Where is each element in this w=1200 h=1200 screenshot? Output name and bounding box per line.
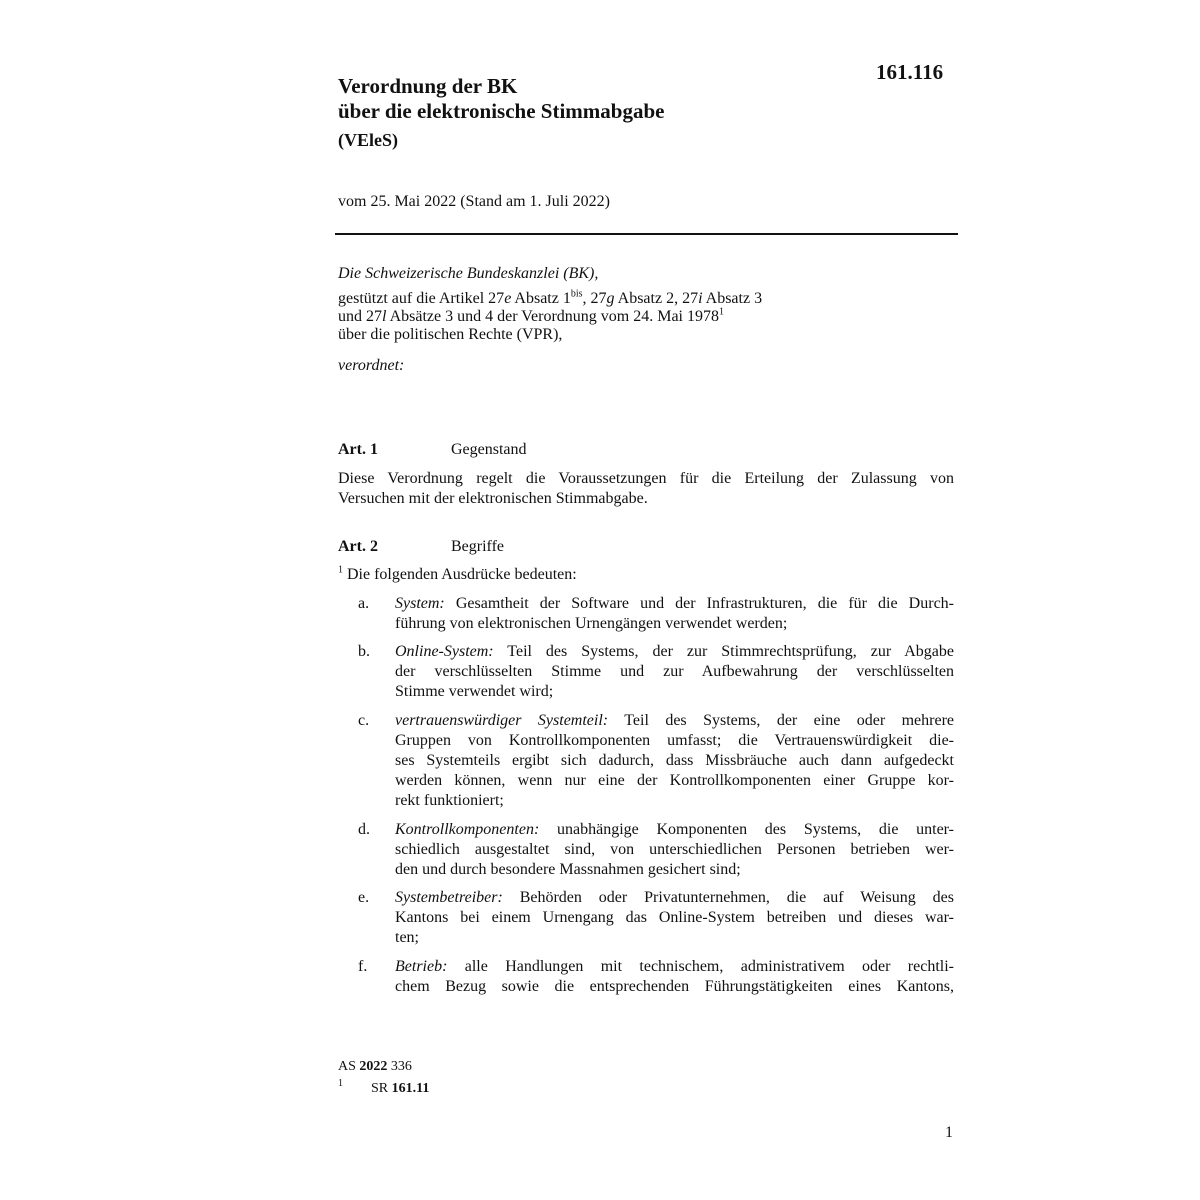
title-line-2: über die elektronische Stimmabgabe (338, 99, 665, 123)
preamble-verordnet: verordnet: (338, 357, 405, 374)
document-abbreviation: (VEleS) (338, 130, 398, 150)
art2-intro: $^1$ Die folgenden Ausdrücke bedeuten: (338, 564, 577, 583)
footnote-reference[interactable]: 1 (719, 306, 724, 318)
header-divider (335, 233, 958, 235)
basis-line-1: gestützt auf die Artikel 27e Absatz $1^{bis}$, 27g Absatz 2, 27i Absatz 3 (338, 288, 763, 307)
preamble-authority: Die Schweizerische Bundeskanzlei (BK), (338, 265, 599, 282)
art2-number: Art. 2 (338, 538, 378, 555)
art1-line-2: Versuchen mit der elektronischen Stimmabgabe. (338, 490, 648, 507)
item-letter: f. (358, 958, 368, 975)
document-page: 161.116 Verordnung der BK über die elektronische Stimmabgabe (VEleS) vom 25. Mai 2022 (Stand am 1. Juli 2022) Die Schweizerische Bundeskanzlei (BK), gestützt auf die Artikel 27e Absatz $1^{bis}$, 27g Absatz 2, 27i Absatz 3 und 27l Absätze 3 und 4 der Verordnung vom 24. Mai 1978$^1$ über die politischen Rechte (VPR), verordnet: Art. 1 Gegenstand Diese Verordnung regelt die Voraussetzungen für die Erteilung der Zulassung von Versuchen mit der elektronischen Stimmabgabe. Art. 2 Begriffe $^1$ Die folgenden Ausdrücke bedeuten: a. System: Gesamtheit der Software und der Infrastrukturen, die für die Durch- führung von elektronischen Urnengängen verwendet werden; b. Online-System: Teil des Systems, der zur Stimmrechtsprüfung, zur Abgabe der verschlüsselten Stimme und zur Aufbewahrung der verschlüsselten Stimme verwendet wird; c. vertrauenswürdiger Systemteil: Teil des Systems, der eine oder mehrere Gruppen von Kontrollkomponenten umfasst; die Vertrauenswürdigkeit die- ses Systemteils ergibt sich dadurch, dass Missbräuche auch dann aufgedeckt werden können, wenn nur eine der Kontrollkomponenten einer Gruppe kor- rekt funktioniert; d. Kontrollkomponenten: unabhängige Komponenten des Systems, die unter- schiedlich ausgestaltet sind, von unterschiedlichen Personen betrieben wer- den und durch besondere Massnahmen gesichert sind; e. Systembetreiber: Behörden oder Privatunternehmen, die auf Weisung des Kantons bei einem Urnengang das Online-System betreiben und dieses war- ten; f. Betrieb: alle Handlungen mit technischem, administrativem oder rechtli- chem Bezug sowie die entsprechenden Führungstätigkeiten eines Kantons, AS 2022 336 1 SR 161.11 1 (0, 0, 1200, 1200)
document-date: vom 25. Mai 2022 (Stand am 1. Juli 2022) (338, 193, 610, 210)
art1-line-1: Diese Verordnung regelt die Voraussetzungen für die Erteilung der Zulassung von (338, 470, 954, 487)
official-collection-reference: AS 2022 336 (338, 1059, 412, 1074)
item-letter: a. (358, 595, 370, 612)
title-line-1: Verordnung der BK (338, 74, 518, 98)
art2-title: Begriffe (451, 538, 505, 555)
item-letter: e. (358, 889, 370, 906)
page-number: 1 (945, 1124, 953, 1141)
item-letter: c. (358, 712, 370, 729)
footnote-text: SR 161.11 (371, 1081, 430, 1096)
art1-number: Art. 1 (338, 441, 378, 458)
basis-line-2: und 27l Absätze 3 und 4 der Verordnung vom 24. Mai 1978$^1$ (338, 306, 724, 325)
sr-number: 161.116 (876, 60, 944, 84)
item-letter: d. (358, 821, 370, 838)
footnote-marker: 1 (338, 1078, 343, 1089)
basis-line-3: über die politischen Rechte (VPR), (338, 326, 563, 343)
art1-body (338, 469, 954, 509)
art1-title: Gegenstand (451, 441, 527, 458)
preamble-basis (338, 290, 762, 344)
document-title (338, 74, 664, 124)
item-letter: b. (358, 643, 370, 660)
